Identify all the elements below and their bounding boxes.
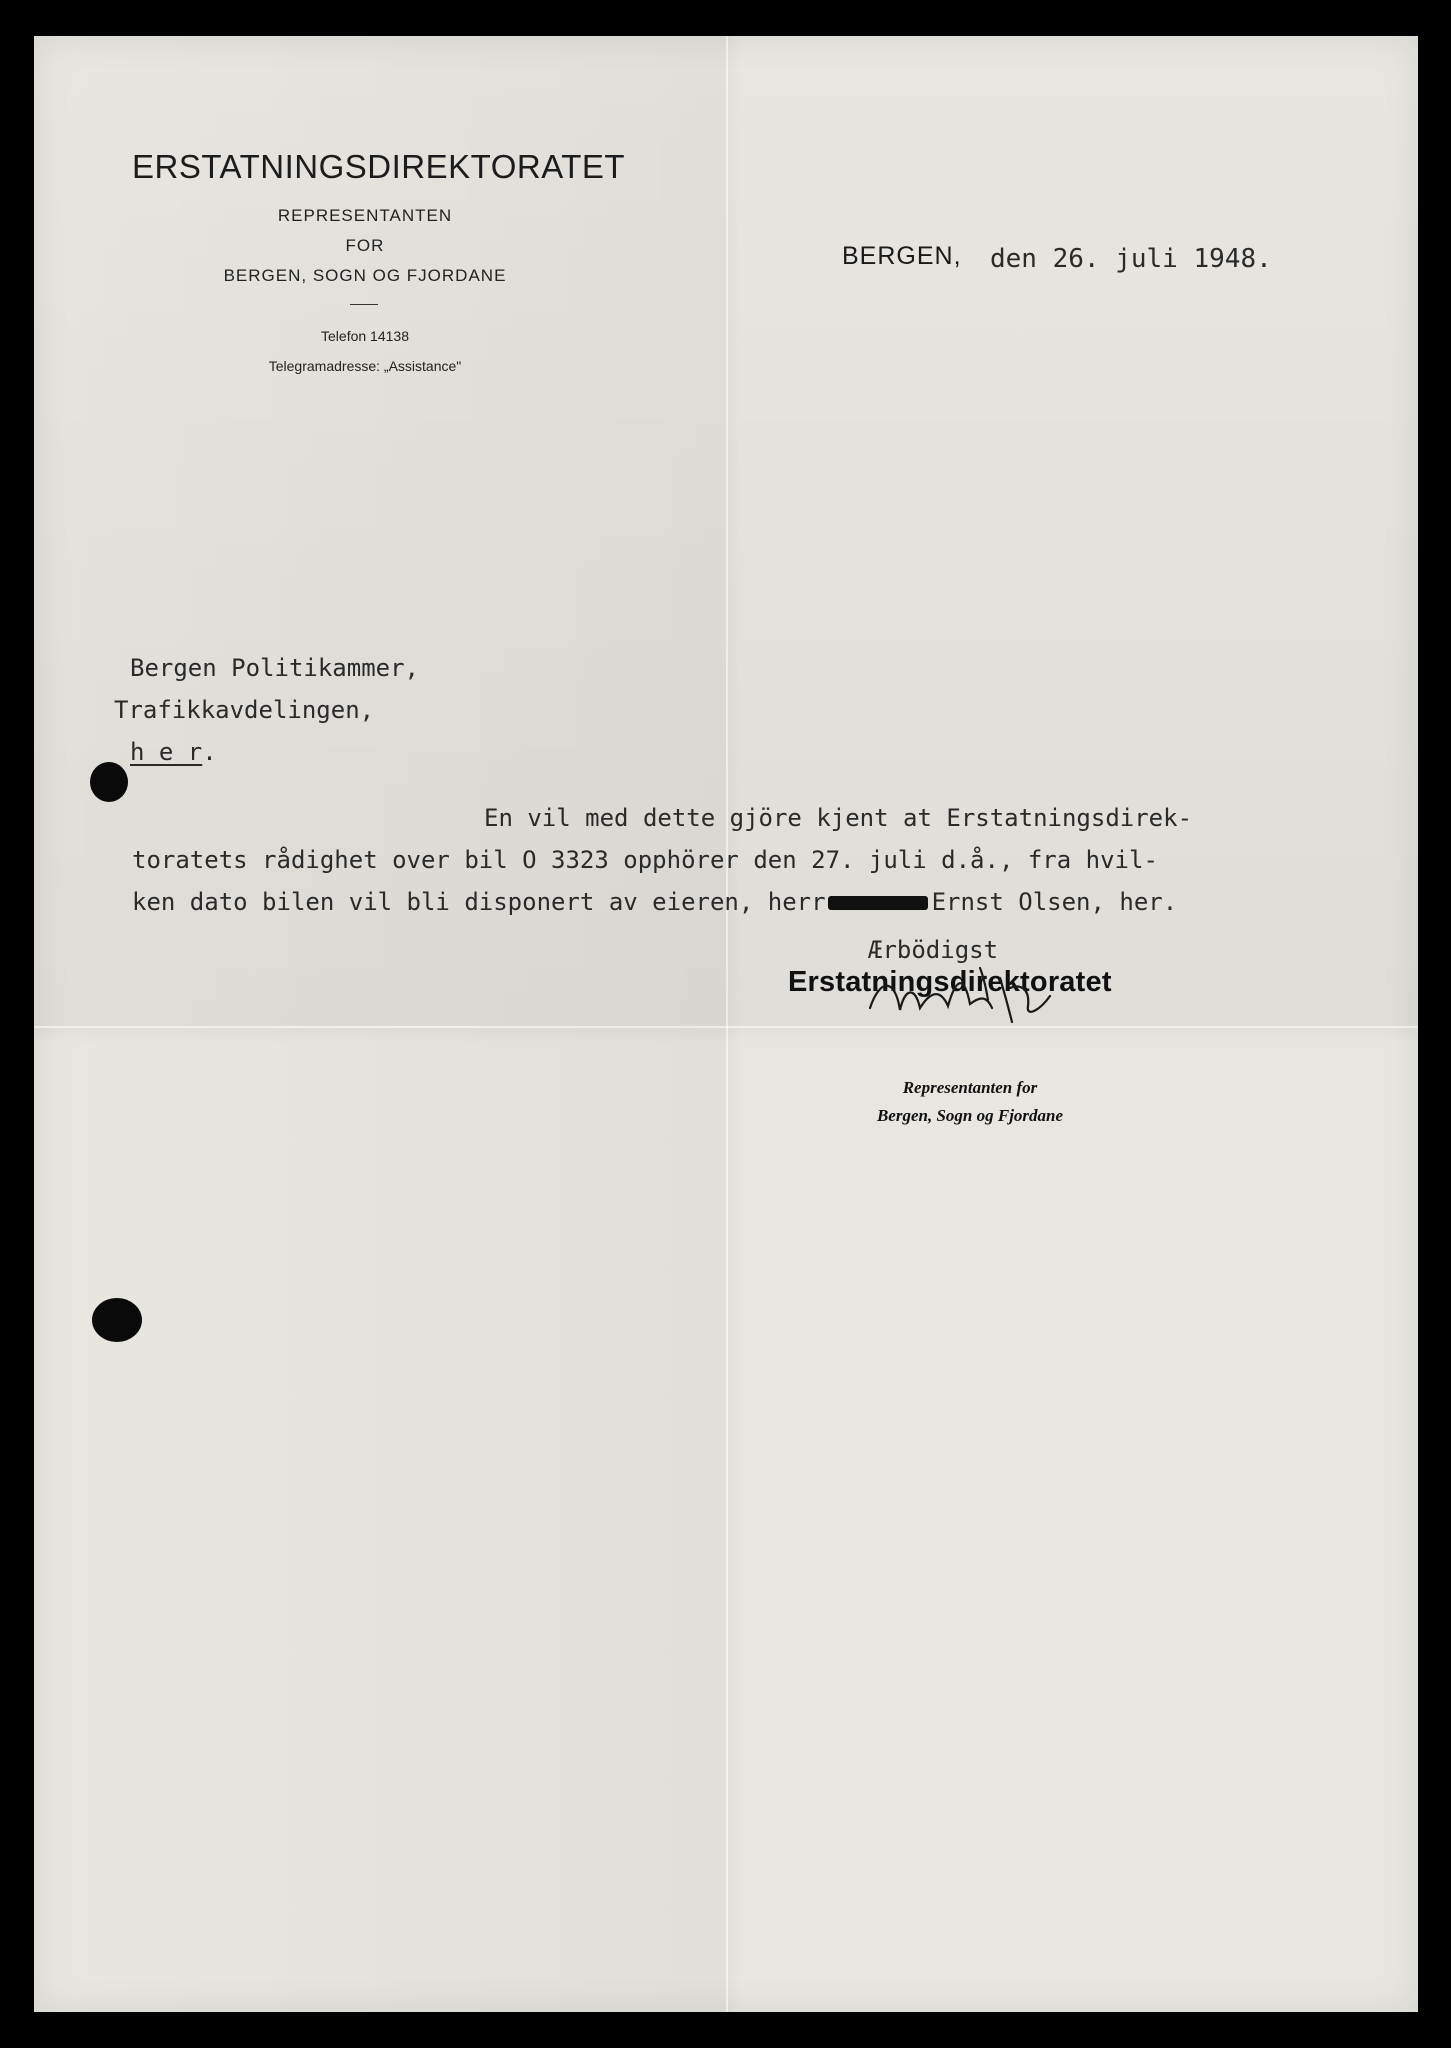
recipient-line-2: Trafikkavdelingen, [114, 696, 375, 724]
body-line-1: En vil med dette gjöre kjent at Erstatningsdirek- [484, 804, 1193, 832]
punch-hole-lower [92, 1298, 142, 1342]
body-line-3 [132, 888, 1177, 916]
punch-hole-upper [90, 762, 128, 802]
recipient-line-1: Bergen Politikammer, [130, 654, 419, 682]
recipient-line-3 [130, 738, 217, 766]
letterhead-telegram: Telegramadresse: „Assistance" [268, 358, 462, 374]
stamp-subtitle-1: Representanten for [902, 1078, 1038, 1097]
body-line-3-end: Ernst Olsen, her. [931, 888, 1178, 916]
body-line-2: toratets rådighet over bil O 3323 opphörer den 27. juli d.å., fra hvil- [132, 846, 1158, 874]
recipient-period: . [202, 738, 217, 766]
letterhead-phone: Telefon 14138 [321, 328, 409, 344]
stamp-title: Erstatningsdirektoratet [788, 966, 1112, 998]
handwritten-signature [860, 948, 1100, 1038]
letterhead-divider [350, 304, 378, 305]
letter-date: den 26. juli 1948. [990, 244, 1272, 274]
letterhead-title: ERSTATNINGSDIREKTORATET [132, 148, 626, 185]
stamp-subtitle-2: Bergen, Sogn og Fjordane [876, 1106, 1064, 1125]
recipient-here: h e r [130, 738, 203, 766]
letterhead-line-1: REPRESENTANTEN [277, 206, 453, 225]
letterhead-line-2: FOR [345, 236, 385, 255]
struck-out-word [828, 896, 928, 910]
fold-vertical [726, 36, 728, 2012]
body-line-3-start: ken dato bilen vil bli disponert av eieren, herr [132, 888, 826, 916]
closing: Ærbödigst [868, 936, 999, 964]
letter-place: BERGEN, [842, 242, 962, 270]
fold-horizontal [34, 1026, 1418, 1028]
letterhead-line-3: BERGEN, SOGN OG FJORDANE [223, 266, 507, 285]
